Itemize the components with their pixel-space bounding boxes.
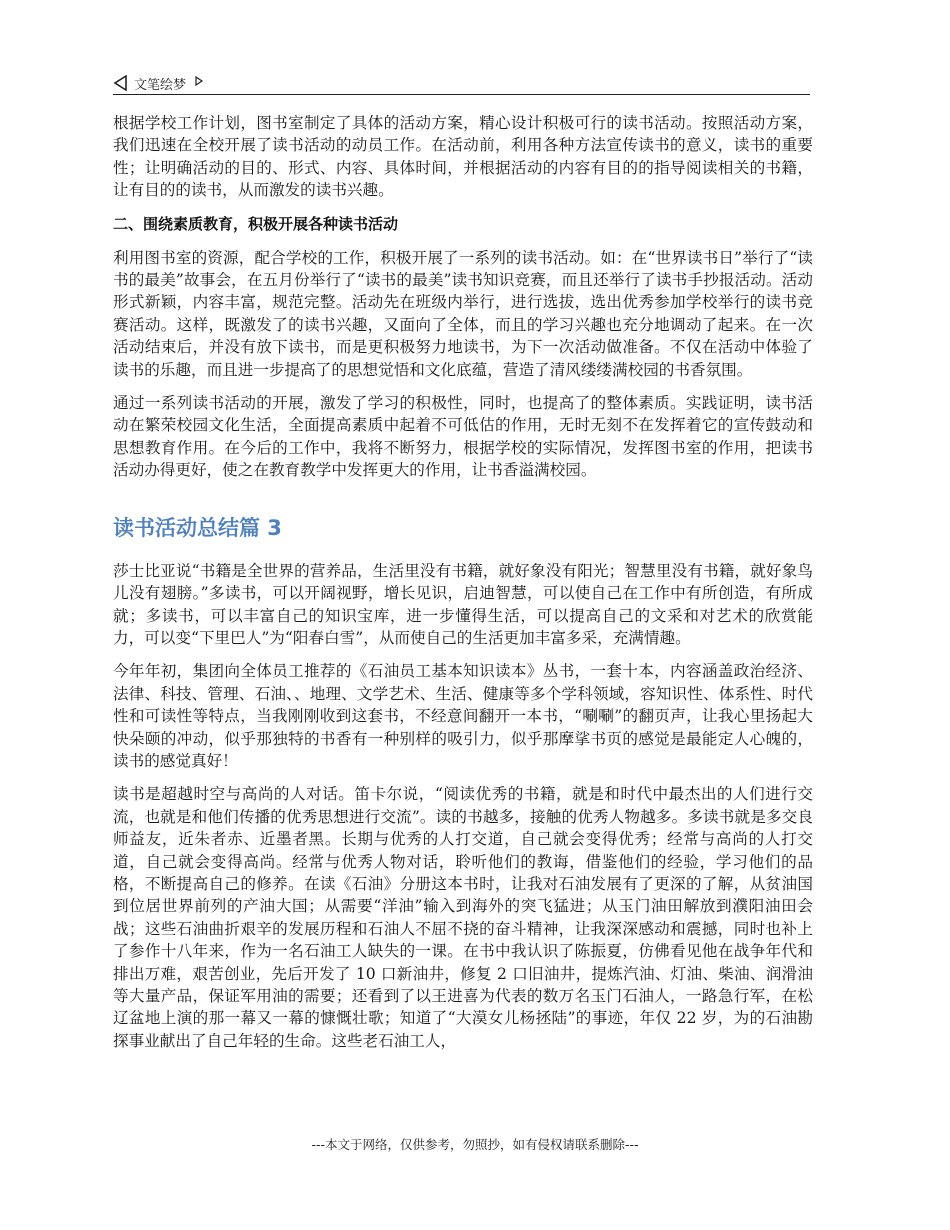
page-footer: ---本文于网络，仅供参考，勿照抄，如有侵权请联系删除--- xyxy=(311,1137,639,1152)
triangle-right-icon xyxy=(194,75,204,87)
paragraph-2: 利用图书室的资源，配合学校的工作，积极开展了一系列的读书活动。如：在“世界读书日”举行了“读书的最美”故事会，在五月份举行了“读书的最美”读书知识竞赛，而且还举行了读书手抄报活动。活动形式新颖，内容丰富，规范完整。活动先在班级内举行，进行选拔，选出优秀参加学校举行的读书竞赛活动。这样，既激发了的读书兴趣，又面向了全体，而且的学习兴趣也充分地调动了起来。在一次活动结束后，并没有放下读书，而是更积极努力地读书，为下一次活动做准备。不仅在活动中体验了读书的乐趣，而且进一步提高了的思想觉悟和文化底蕴，营造了清风缕缕满校园的书香氛围。 xyxy=(113,248,813,379)
subheading-2: 二、围绕素质教育，积极开展各种读书活动 xyxy=(113,214,399,233)
paragraph-1: 根据学校工作计划，图书室制定了具体的活动方案，精心设计积极可行的读书活动。按照活动方案，我们迅速在全校开展了读书活动的动员工作。在活动前，利用各种方法宣传读书的意义，读书的重要性；让明确活动的目的、形式、内容、具体时间，并根据活动的内容有目的的指导阅读相关的书籍，让有目的的读书，从而激发的读书兴趣。 xyxy=(113,114,813,200)
paragraph-4: 莎士比亚说“书籍是全世界的营养品，生活里没有书籍，就好象没有阳光；智慧里没有书籍，就好象鸟儿没有翅膀。”多读书，可以开阔视野，增长见识，启迪智慧，可以使自己在工作中有所创造，有所成就；多读书，可以丰富自己的知识宝库，进一步懂得生活，可以提高自己的文采和对艺术的欣赏能力，可以变“下里巴人”为“阳春白雪”，从而使自己的生活更加丰富多采，充满情趣。 xyxy=(113,561,813,647)
page-header xyxy=(113,72,810,95)
header-title: 文笔绘梦 xyxy=(134,77,187,93)
paragraph-3: 通过一系列读书活动的开展，激发了学习的积极性，同时，也提高了的整体素质。实践证明，读书活动在繁荣校园文化生活，全面提高素质中起着不可低估的作用，无时无刻不在发挥着它的宣传鼓动和思想教育作用。在今后的工作中，我将不断努力，根据学校的实际情况，发挥图书室的作用，把读书活动办得更好，使之在教育教学中发挥更大的作用，让书香溢满校园。 xyxy=(113,394,813,480)
paragraph-5: 今年年初，集团向全体员工推荐的《石油员工基本知识读本》丛书，一套十本，内容涵盖政治经济、法律、科技、管理、石油、、地理、文学艺术、生活、健康等多个学科领域，容知识性、体系性、时代性和可读性等特点，当我刚刚收到这套书，不经意间翻开一本书，“唰唰”的翻页声，让我心里扬起大快朵颐的冲动，似乎那独特的书香有一种别样的吸引力，似乎那摩挲书页的感觉是最能定人心魄的，读书的感觉真好！ xyxy=(113,662,813,770)
document-body xyxy=(113,112,813,1063)
paragraph-6: 读书是超越时空与高尚的人对话。笛卡尔说，“阅读优秀的书籍，就是和时代中最杰出的人们进行交流，也就是和他们传播的优秀思想进行交流”。读的书越多，接触的优秀人物越多。多读书就是多交良师益友，近朱者赤、近墨者黑。长期与优秀的人打交道，自己就会变得优秀；经常与高尚的人打交道，自己就会变得高尚。经常与优秀人物对话，聆听他们的教诲，借鉴他们的经验，学习他们的品格，不断提高自己的修养。在读《石油》分册这本书时，让我对石油发展有了更深的了解，从贫油国到位居世界前列的产油大国；从需要“洋油”输入到海外的突飞猛进；从玉门油田解放到濮阳油田会战；这些石油曲折艰辛的发展历程和石油人不屈不挠的奋斗精神，让我深深感动和震撼，同时也补上了参作十八年来，作为一名石油工人缺失的一课。在书中我认识了陈振夏，仿佛看见他在战争年代和排出万难，艰苦创业，先后开发了 10 口新油井，修复 2 口旧油井，提炼汽油、灯油、柴油、润滑油等大量产品，保证军用油的需要；还看到了以王进喜为代表的数万名玉门石油人，一路急行军，在松辽盆地上演的那一幕又一幕的慷慨壮歌；知道了“大漠女儿杨拯陆”的事迹，年仅 22 岁，为的石油勘探事业献出了自己年轻的生命。这些老石油工人， xyxy=(113,785,813,1050)
section-title: 读书活动总结篇 3 xyxy=(113,515,282,540)
triangle-left-icon xyxy=(113,75,128,91)
